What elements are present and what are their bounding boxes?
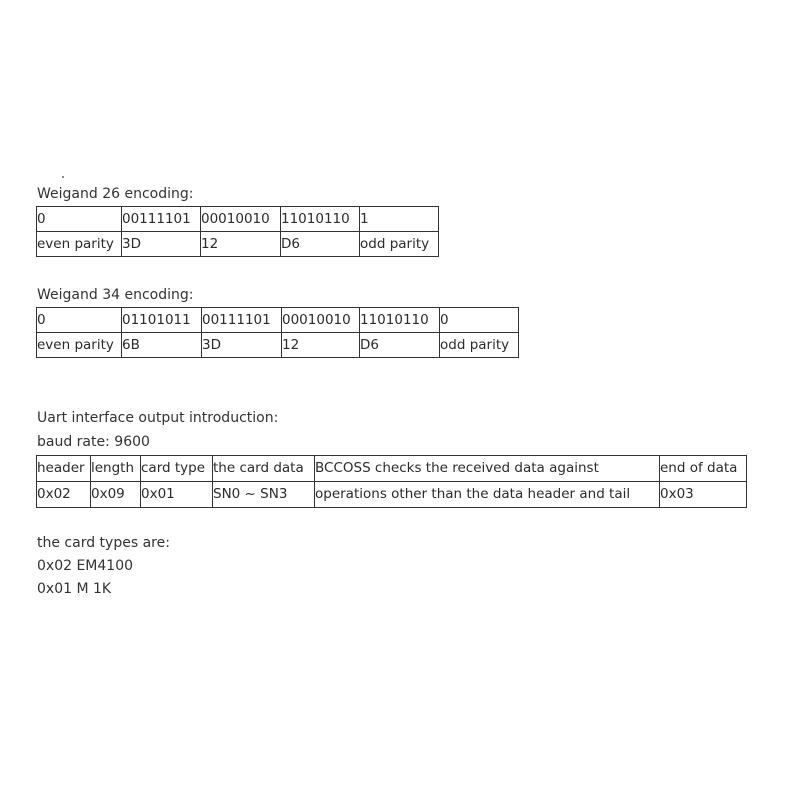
- table-cell: odd parity: [360, 232, 439, 257]
- card-types-title: the card types are:: [37, 535, 170, 551]
- table-row: [37, 482, 747, 508]
- table-cell: 3D: [202, 333, 282, 358]
- table-cell: SN0 ~ SN3: [213, 482, 315, 508]
- weigand34-table: [36, 307, 519, 358]
- table-cell: 01101011: [122, 308, 202, 333]
- table-cell: even parity: [37, 232, 122, 257]
- table-cell: operations other than the data header and tail: [315, 482, 660, 508]
- table-cell: 12: [201, 232, 281, 257]
- table-cell: even parity: [37, 333, 122, 358]
- table-cell: 0x03: [660, 482, 747, 508]
- table-row: [37, 232, 439, 257]
- table-cell: 00111101: [202, 308, 282, 333]
- table-row: [37, 333, 519, 358]
- table-cell: 11010110: [281, 207, 360, 232]
- table-cell: 3D: [122, 232, 201, 257]
- table-row: [37, 456, 747, 482]
- table-cell: 0x09: [91, 482, 141, 508]
- table-cell: length: [91, 456, 141, 482]
- weigand26-table: [36, 206, 439, 257]
- table-cell: BCCOSS checks the received data against: [315, 456, 660, 482]
- table-row: [37, 308, 519, 333]
- card-type-item: 0x01 M 1K: [37, 581, 112, 597]
- table-cell: odd parity: [440, 333, 519, 358]
- table-cell: 00010010: [201, 207, 281, 232]
- weigand26-title: Weigand 26 encoding:: [37, 186, 194, 202]
- table-cell: 0: [37, 207, 122, 232]
- table-cell: 12: [282, 333, 360, 358]
- table-cell: D6: [360, 333, 440, 358]
- table-cell: the card data: [213, 456, 315, 482]
- table-cell: 00010010: [282, 308, 360, 333]
- table-cell: header: [37, 456, 91, 482]
- table-cell: D6: [281, 232, 360, 257]
- table-cell: end of data: [660, 456, 747, 482]
- table-cell: 6B: [122, 333, 202, 358]
- table-cell: 0x02: [37, 482, 91, 508]
- stray-dot: [62, 176, 64, 178]
- table-cell: 0x01: [141, 482, 213, 508]
- table-cell: 0: [37, 308, 122, 333]
- table-cell: 0: [440, 308, 519, 333]
- table-cell: card type: [141, 456, 213, 482]
- baud-rate: baud rate: 9600: [37, 434, 150, 450]
- table-row: [37, 207, 439, 232]
- card-type-item: 0x02 EM4100: [37, 558, 134, 574]
- table-cell: 00111101: [122, 207, 201, 232]
- uart-title: Uart interface output introduction:: [37, 410, 279, 426]
- weigand34-title: Weigand 34 encoding:: [37, 287, 194, 303]
- uart-table: [36, 455, 747, 508]
- table-cell: 11010110: [360, 308, 440, 333]
- table-cell: 1: [360, 207, 439, 232]
